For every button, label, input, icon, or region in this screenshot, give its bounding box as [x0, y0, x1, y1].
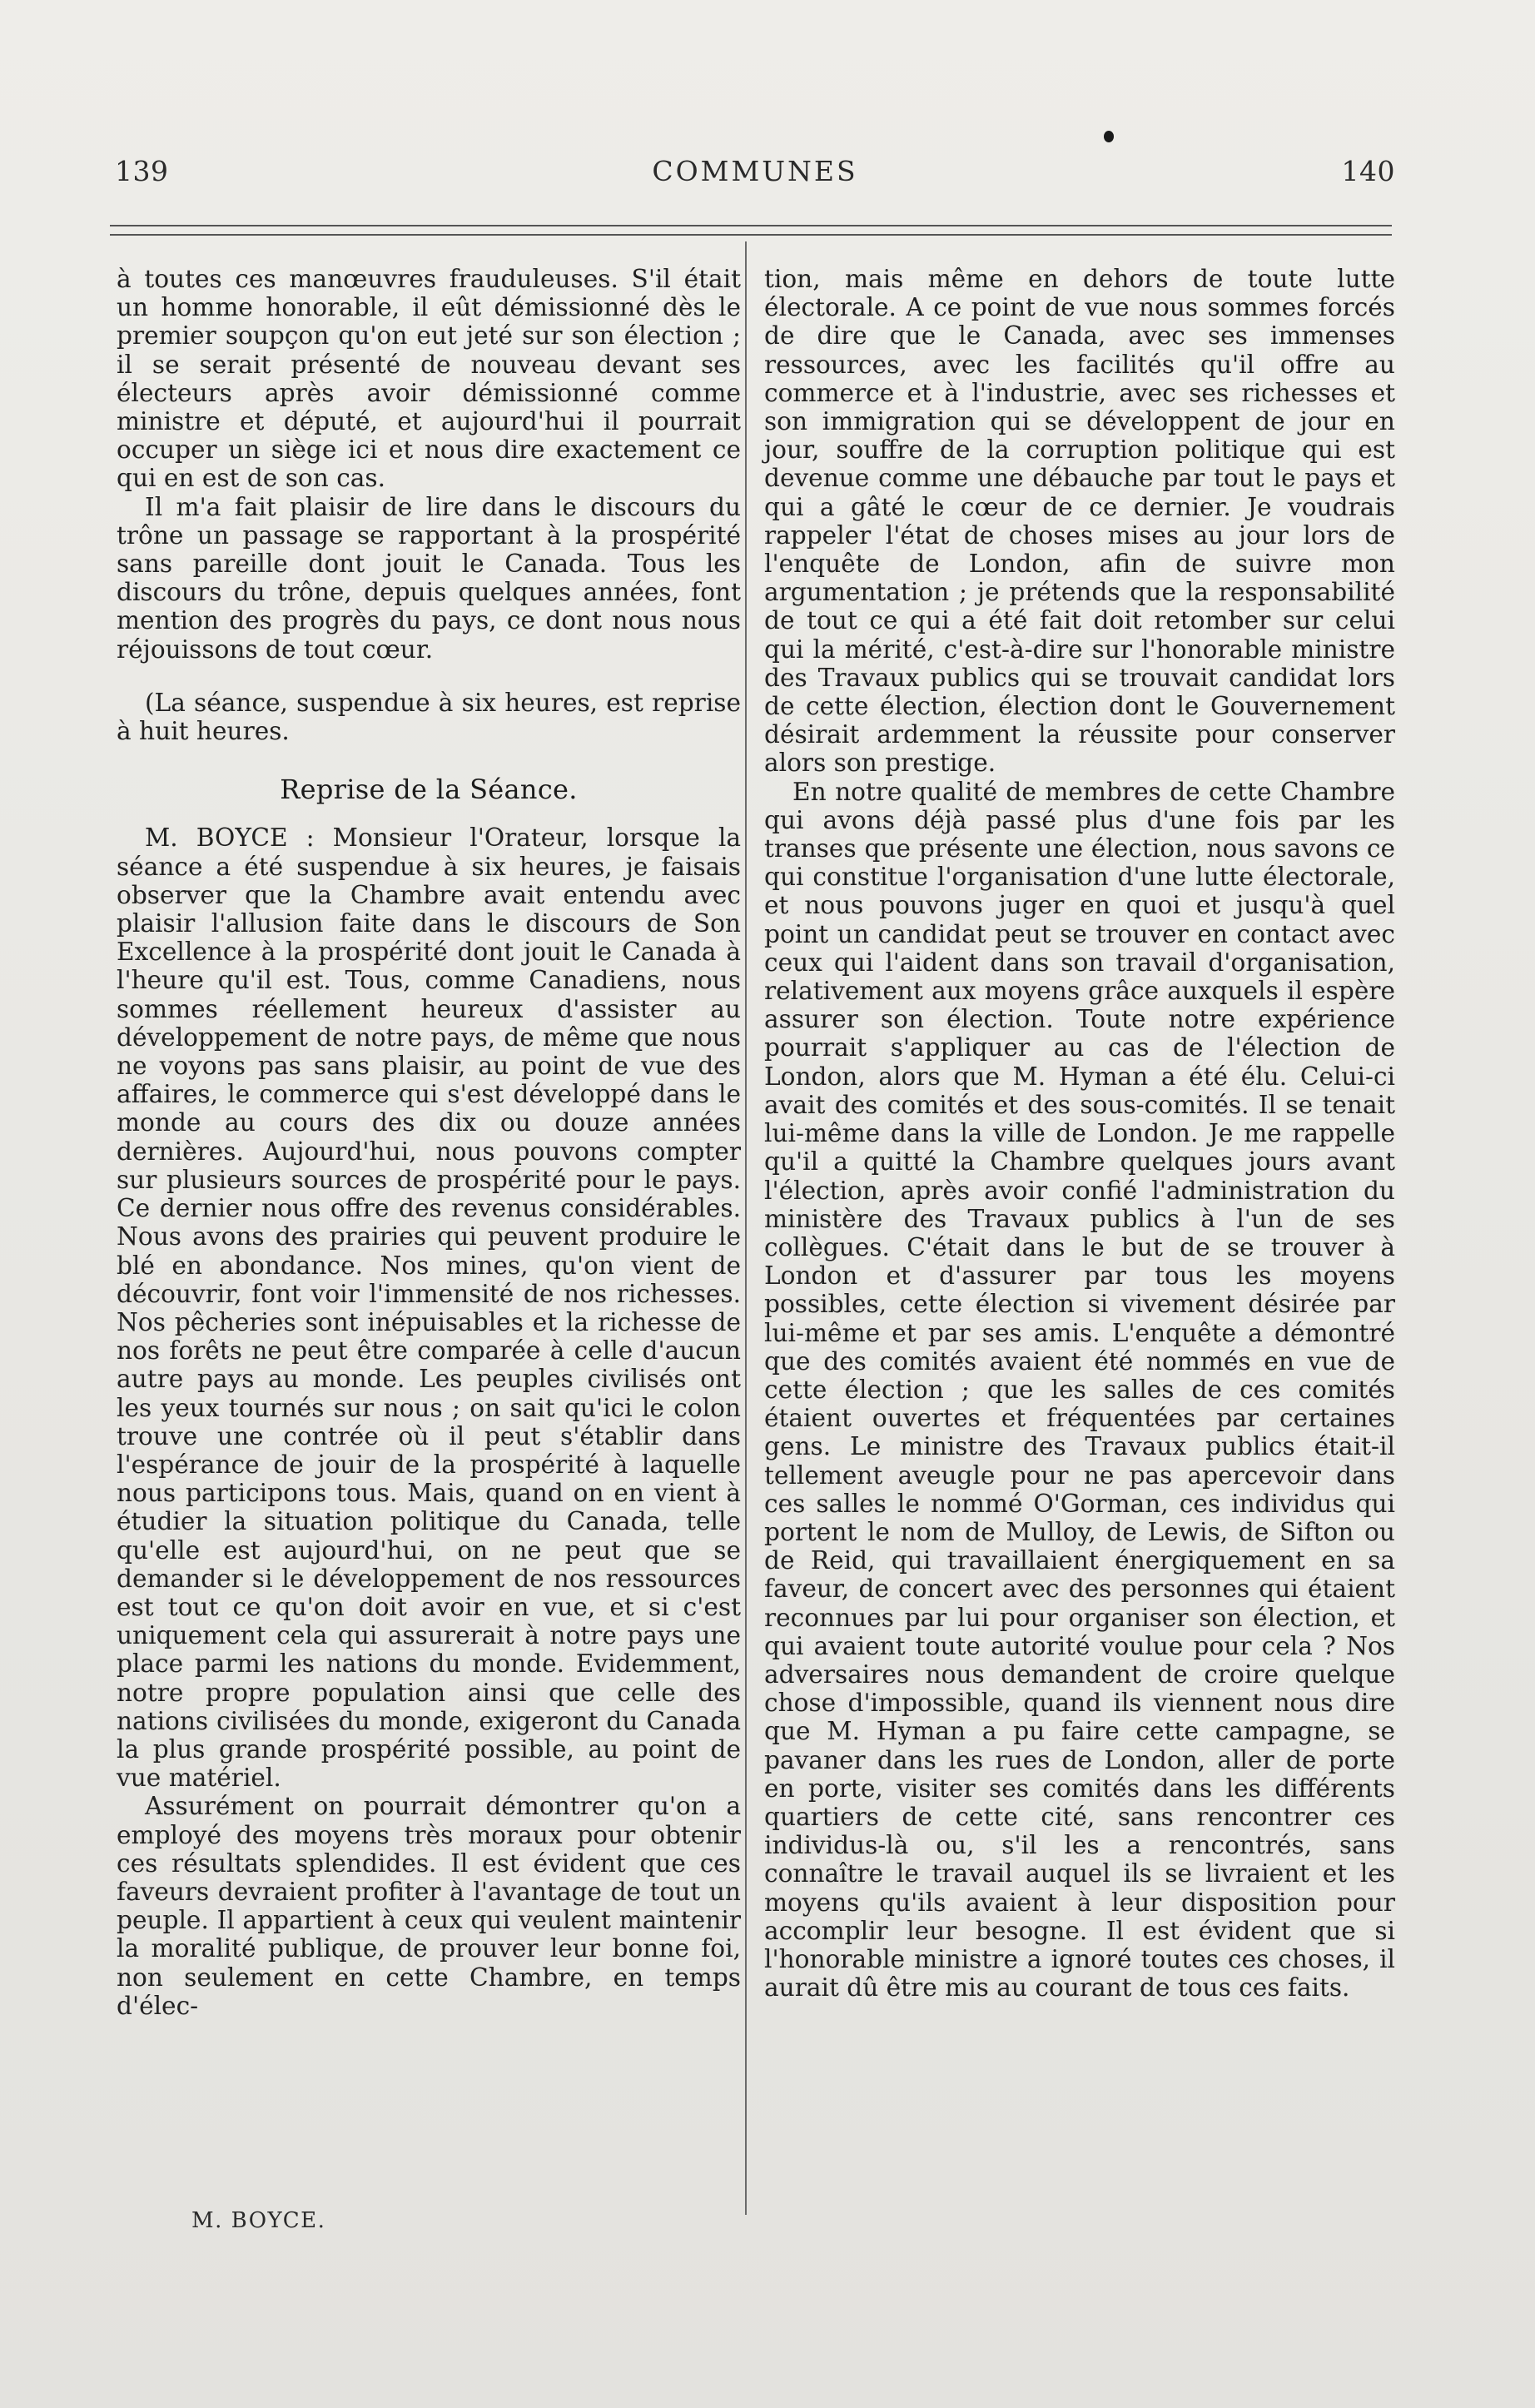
page-header: [115, 155, 1395, 205]
column-divider: [745, 241, 747, 2215]
left-column: [117, 265, 741, 2020]
left-paragraph-1: à toutes ces manœuvres frauduleuses. S'il était un homme honorable, il eût démissionné dès le premier soupçon qu'on eut jeté sur son élection ; il se serait présenté de nouveau devant ses électeurs après avoir démissionné comme ministre et député, et aujourd'hui il pourrait occuper un siège ici et nous dire exactement ce qui en est de son cas.: [117, 265, 741, 493]
header-rule-bottom: [110, 234, 1392, 236]
running-title: COMMUNES: [652, 155, 858, 187]
left-paragraph-last: Assurément on pourrait démontrer qu'on a employé des moyens très moraux pour obtenir ces résultats splendides. Il est évident que ces faveurs devraient profiter à l'avantage de tout un peuple. Il appartient à ceux qui veulent maintenir la moralité publique, de prouver leur bonne foi, non seulement en cette Chambre, en temps d'élec-: [117, 1792, 741, 2020]
session-note: (La séance, suspendue à six heures, est reprise à huit heures.: [117, 688, 741, 746]
section-heading: Reprise de la Séance.: [280, 774, 578, 806]
right-paragraph-2: En notre qualité de membres de cette Chambre qui avons déjà passé plus d'une fois par les transes que présente une élection, nous savons ce qui constitue l'organisation d'une lutte électorale, et nous pouvons juger en quoi et jusqu'à quel point un candidat peut se trouver en contact avec ceux qui l'aident dans son travail d'organisation, relativement aux moyens grâce auxquels il espère assurer son élection. Toute notre expérience pourrait s'appliquer au cas de l'élection de London, alors que M. Hyman a été élu. Celui-ci avait des comités et des sous-comités. Il se tenait lui-même dans la ville de London. Je me rappelle qu'il a quitté la Chambre quelques jours avant l'élection, après avoir confié l'administration du ministère des Travaux publics à l'un de ses collègues. C'était dans le but de se trouver à London et d'assurer par tous les moyens possibles, cette élection si vivement désirée par lui-même et par ses amis. L'enquête a démontré que des comités avaient été nommés en vue de cette élection ; que les salles de ces comités étaient ouvertes et fréquentées par certaines gens. Le ministre des Travaux publics était-il tellement aveugle pour ne pas apercevoir dans ces salles le nommé O'Gorman, ces individus qui portent le nom de Mulloy, de Lewis, de Sifton ou de Reid, qui travaillaient énergiquement en sa faveur, de concert avec des personnes qui étaient reconnues par lui pour organiser son élection, et qui avaient toute autorité voulue pour cela ? Nos adversaires nous demandent de croire quelque chose d'impossible, quand ils viennent nous dire que M. Hyman a pu faire cette campagne, se pavaner dans les rues de London, aller de porte en porte, visiter ses comités dans les différents quartiers de cette cité, sans rencontrer ces individus-là ou, s'il les a rencontrés, sans connaître le travail auquel ils se livraient et les moyens qu'ils avaient à leur disposition pour accomplir leur besogne. Il est évident que si l'honorable ministre a ignoré toutes ces choses, il aurait dû être mis au courant de tous ces faits.: [764, 777, 1395, 2003]
header-rule-top: [110, 225, 1392, 226]
footer-speaker: M. BOYCE.: [191, 2208, 326, 2233]
ink-spot: [1104, 131, 1114, 142]
right-column: [764, 265, 1395, 2002]
left-paragraph-2: Il m'a fait plaisir de lire dans le discours du trône un passage se rapportant à la prospérité sans pareille dont jouit le Canada. Tous les discours du trône, depuis quelques années, font mention des progrès du pays, ce dont nous nous réjouissons de tout cœur.: [117, 492, 741, 664]
page-number-left: 139: [115, 155, 169, 187]
page-number-right: 140: [1341, 155, 1395, 187]
left-paragraph-boyce: M. BOYCE : Monsieur l'Orateur, lorsque la séance a été suspendue à six heures, je faisais observer que la Chambre avait entendu avec plaisir l'allusion faite dans le discours de Son Excellence à la prospérité dont jouit le Canada à l'heure qu'il est. Tous, comme Canadiens, nous sommes réellement heureux d'assister au développement de notre pays, de même que nous ne voyons pas sans plaisir, au point de vue des affaires, le commerce qui s'est développé dans le monde au cours des dix ou douze années dernières. Aujourd'hui, nous pouvons compter sur plusieurs sources de prospérité pour le pays. Ce dernier nous offre des revenus considérables. Nous avons des prairies qui peuvent produire le blé en abondance. Nos mines, qu'on vient de découvrir, font voir l'immensité de nos richesses. Nos pêcheries sont inépuisables et la richesse de nos forêts ne peut être comparée à celle d'aucun autre pays au monde. Les peuples civilisés ont les yeux tournés sur nous ; on sait qu'ici le colon trouve une contrée où il peut s'établir dans l'espérance de jouir de la prospérité à laquelle nous participons tous. Mais, quand on en vient à étudier la situation politique du Canada, telle qu'elle est aujourd'hui, on ne peut que se demander si le développement de nos ressources est tout ce qu'on doit avoir en vue, et si c'est uniquement cela qui assurerait à notre pays une place parmi les nations du monde. Evidemment, notre propre population ainsi que celle des nations civilisées du monde, exigeront du Canada la plus grande prospérité possible, au point de vue matériel.: [117, 823, 741, 1793]
right-paragraph-1: tion, mais même en dehors de toute lutte électorale. A ce point de vue nous sommes forcés de dire que le Canada, avec ses immenses ressources, avec les facilités qu'il offre au commerce et à l'industrie, avec ses richesses et son immigration qui se développent de jour en jour, souffre de la corruption politique qui est devenue comme une débauche par tout le pays et qui a gâté le cœur de ce dernier. Je voudrais rappeler l'état de choses mises au jour lors de l'enquête de London, afin de suivre mon argumentation ; je prétends que la responsabilité de tout ce qui a été fait doit retomber sur celui qui la mérité, c'est-à-dire sur l'honorable ministre des Travaux publics qui se trouvait candidat lors de cette élection, élection dont le Gouvernement désirait ardemment la réussite pour conserver alors son prestige.: [764, 265, 1395, 778]
